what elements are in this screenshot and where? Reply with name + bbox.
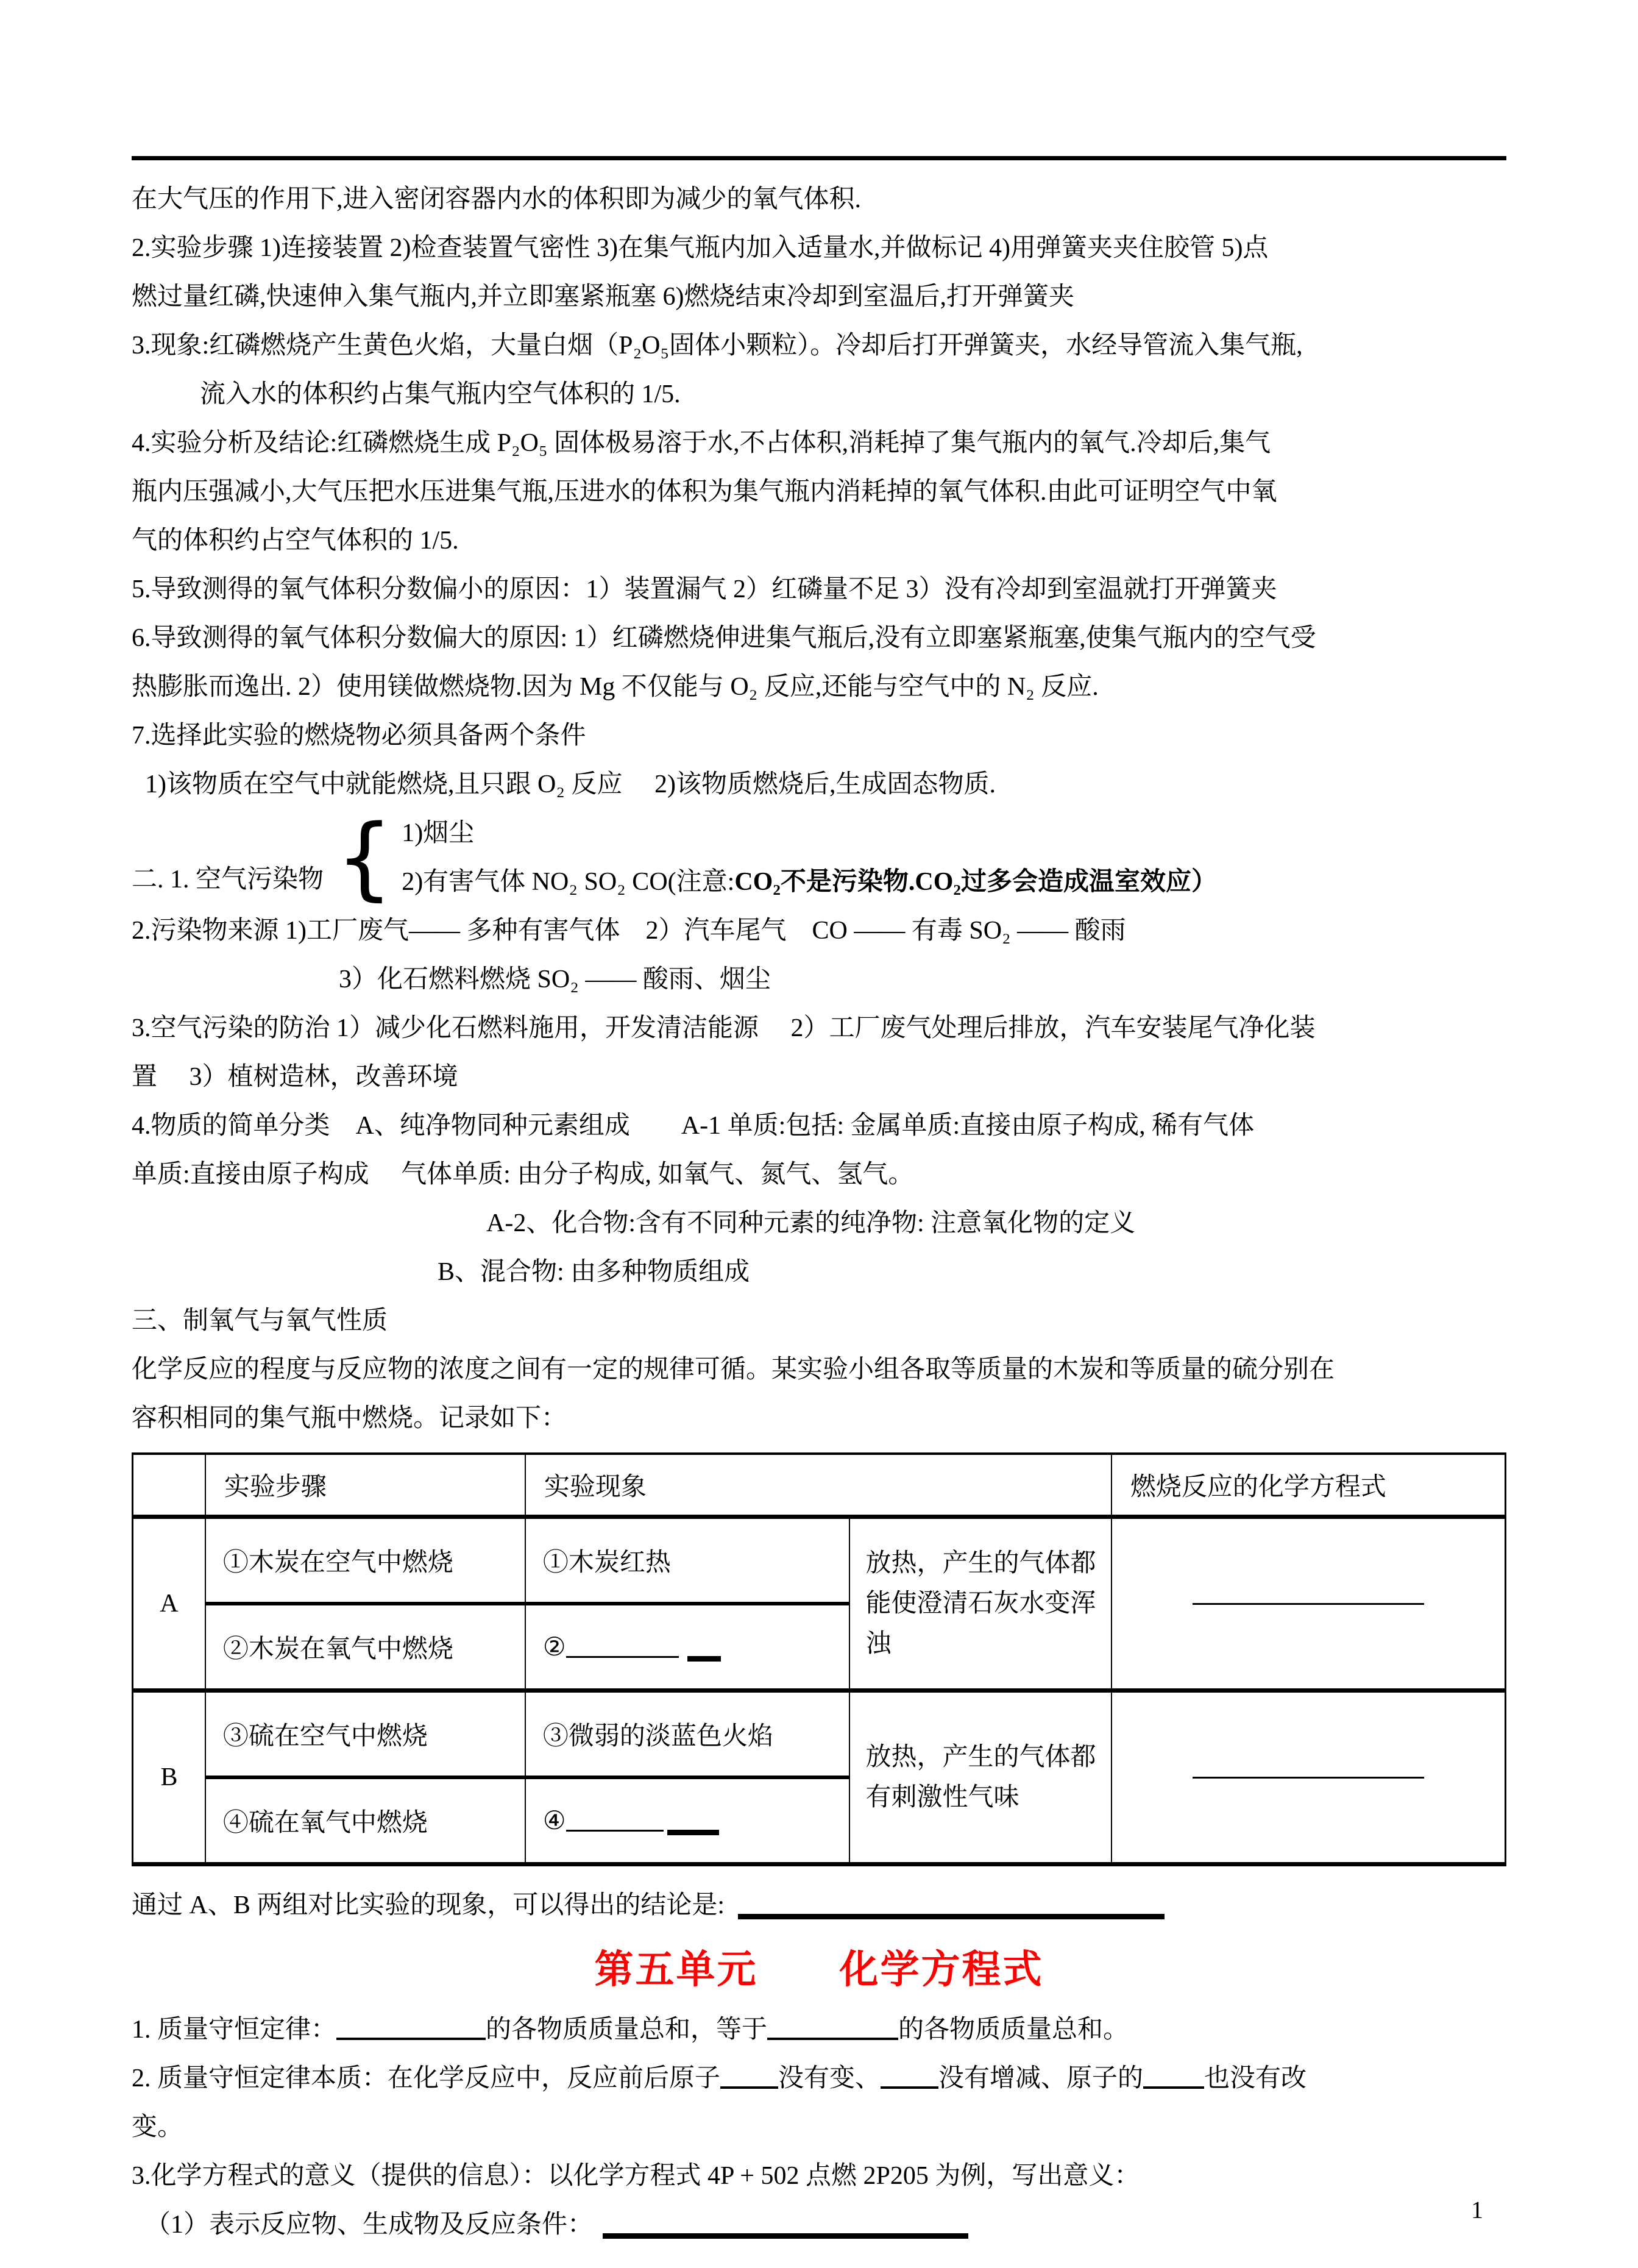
header-steps: 实验步骤 [205,1454,525,1517]
intro-line-10: 6.导致测得的氧气体积分数偏大的原因: 1）红磷燃烧伸进集气瓶后,没有立即塞紧瓶塞,使集气瓶内的空气受 [132,624,1316,652]
group-b-shared-obs: 放热，产生的气体都有刺激性气味 [849,1691,1112,1865]
experiment-table [132,1452,1506,1866]
page-content [0,156,1638,2249]
q2-m2: 没有增减、原子的 [938,2064,1144,2092]
step-4-cell: ④硫在氧气中燃烧 [205,1777,525,1865]
page-number: 1 [1471,2196,1483,2224]
air-pollutants-group [132,805,1506,910]
intro-line-12: 7.选择此实验的燃烧物必须具备两个条件 [132,722,586,750]
left-brace-glyph: { [336,805,394,910]
intro-line-6: 4.实验分析及结论:红磷燃烧生成 P₂O₅ 固体极易溶于水,不占体积,消耗掉了集气瓶内的氧气.冷却后,集气 [132,429,1271,457]
intro-line-7: 瓶内压强减小,大气压把水压进集气瓶,压进水的体积为集气瓶内消耗掉的氧气体积.由此可证明空气中氧 [132,478,1277,506]
classification-line-1: 4.物质的简单分类 A、纯净物同种元素组成 A-1 单质:包括: 金属单质:直接由原子构成, 稀有气体 [132,1112,1255,1140]
section3-title: 三、制氧气与氧气性质 [132,1307,388,1335]
group-b-equation-cell [1112,1691,1506,1865]
classification-compound-line: A-2、化合物:含有不同种元素的纯净物: 注意氧化物的定义 [486,1209,1136,1237]
header-equation: 燃烧反应的化学方程式 [1112,1454,1506,1517]
air-pollutants-label: 二. 1. 空气污染物 [132,866,324,894]
q4-blank [603,2231,968,2239]
step-3-cell: ③硫在空气中燃烧 [205,1691,525,1778]
intro-line-8: 气的体积约占空气体积的 1/5. [132,527,459,555]
q2-pre: 2. 质量守恒定律本质：在化学反应中，反应前后原子 [132,2064,721,2092]
group-a-label: A [133,1517,205,1691]
pollution-prevention-line-1: 3.空气污染的防治 1）减少化石燃料施用，开发清洁能源 2）工厂废气处理后排放，汽车安装尾气净化装 [132,1014,1316,1042]
table-row-b1 [133,1691,1506,1778]
group-a-shared-obs: 放热，产生的气体都能使澄清石灰水变浑浊 [849,1517,1112,1691]
group-b-label: B [133,1691,205,1865]
obs-2-blank-tail [687,1654,721,1662]
pollutant-gases-note-bold: CO₂不是污染物.CO₂过多会造成温室效应） [734,868,1217,896]
table-row-a1 [133,1517,1506,1604]
unit5-title: 第五单元 化学方程式 [594,1947,1044,1991]
section3-paragraph-1: 化学反应的程度与反应物的浓度之间有一定的规律可循。某实验小组各取等质量的木炭和等质量的硫分别在 [132,1356,1335,1384]
section3-paragraph-2: 容积相同的集气瓶中燃烧。记录如下： [132,1404,567,1432]
pollution-prevention-line-2: 置 3）植树造林，改善环境 [132,1063,458,1091]
unit5-q2 [132,2054,1506,2103]
unit5-q3: 3.化学方程式的意义（提供的信息）：以化学方程式 4P + 502 点燃 2P205 为例，写出意义： [132,2162,1140,2190]
q1-blank-1 [336,2034,486,2040]
intro-line-3: 燃过量红磷,快速伸入集气瓶内,并立即塞紧瓶塞 6)燃烧结束冷却到室温后,打开弹簧夹 [132,283,1074,311]
intro-line-1: 在大气压的作用下,进入密闭容器内水的体积即为减少的氧气体积. [132,185,862,213]
q2-m1: 没有变、 [778,2064,881,2092]
pollution-sources-line-1: 2.污染物来源 1)工厂废气—— 多种有害气体 2）汽车尾气 CO —— 有毒 SO₂ —— 酸雨 [132,917,1126,945]
q2-blank-3 [1143,2083,1204,2089]
q4-pre: （1）表示反应物、生成物及反应条件： [145,2211,594,2239]
q2-post: 也没有改 [1204,2064,1307,2092]
obs-2-cell [525,1604,849,1691]
obs-1-cell: ①木炭红热 [525,1517,849,1604]
pollutant-item-dust: 1)烟尘 [402,819,475,847]
equation-blank-a [1193,1603,1424,1605]
q2-blank-1 [720,2083,778,2089]
pollution-sources-line-2: 3）化石燃料燃烧 SO₂ —— 酸雨、烟尘 [339,965,771,994]
unit5-q1 [132,2005,1506,2054]
intro-line-11: 热膨胀而逸出. 2）使用镁做燃烧物.因为 Mg 不仅能与 O₂ 反应,还能与空气中的 N₂ 反应. [132,673,1099,701]
classification-line-2: 单质:直接由原子构成 气体单质: 由分子构成, 如氧气、氮气、氢气。 [132,1161,914,1189]
q1-pre: 1. 质量守恒定律： [132,2016,337,2044]
step-2-cell: ②木炭在氧气中燃烧 [205,1604,525,1691]
step-1-cell: ①木炭在空气中燃烧 [205,1517,525,1604]
q1-post: 的各物质质量总和。 [898,2016,1129,2044]
pollutant-gases-text: 2)有害气体 NO₂ SO₂ CO(注意: [402,868,735,896]
obs-4-blank [566,1826,664,1832]
intro-line-2: 2.实验步骤 1)连接装置 2)检查装置气密性 3)在集气瓶内加入适量水,并做标记 4)用弹簧夹夹住胶管 5)点 [132,234,1269,262]
unit5-q2-wrap: 变。 [132,2113,183,2141]
classification-mixture-line: B、混合物: 由多种物质组成 [438,1258,750,1286]
unit5-q4 [132,2200,1506,2249]
intro-line-4: 3.现象:红磷燃烧产生黄色火焰，大量白烟（P₂O₅固体小颗粒）。冷却后打开弹簧夹，水经导管流入集气瓶, [132,332,1303,360]
air-pollutants-items [402,809,1217,906]
q1-blank-2 [767,2034,898,2040]
q2-blank-2 [881,2083,938,2089]
table-header-row [133,1454,1506,1517]
intro-line-5: 流入水的体积约占集气瓶内空气体积的 1/5. [200,380,681,408]
group-a-equation-cell [1112,1517,1506,1691]
obs-3-cell: ③微弱的淡蓝色火焰 [525,1691,849,1778]
obs-4-blank-tail [667,1827,719,1835]
header-rule [132,156,1506,160]
conclusion-blank [738,1911,1165,1919]
obs-2-prefix: ② [542,1633,566,1662]
equation-blank-b [1193,1777,1424,1779]
pollutant-item-gases [402,858,1217,906]
header-phenomena: 实验现象 [525,1454,1112,1517]
intro-line-13: 1)该物质在空气中就能燃烧,且只跟 O₂ 反应 2)该物质燃烧后,生成固态物质. [145,770,996,798]
obs-4-cell [525,1777,849,1865]
header-empty-cell [133,1454,205,1517]
q1-mid: 的各物质质量总和，等于 [486,2016,768,2044]
obs-4-prefix: ④ [542,1807,566,1835]
intro-line-9: 5.导致测得的氧气体积分数偏小的原因：1）装置漏气 2）红磷量不足 3）没有冷却到室温就打开弹簧夹 [132,575,1277,603]
obs-2-blank [566,1652,679,1658]
conclusion-text: 通过 A、B 两组对比实验的现象，可以得出的结论是: [132,1891,725,1919]
conclusion-line [132,1877,1506,1933]
